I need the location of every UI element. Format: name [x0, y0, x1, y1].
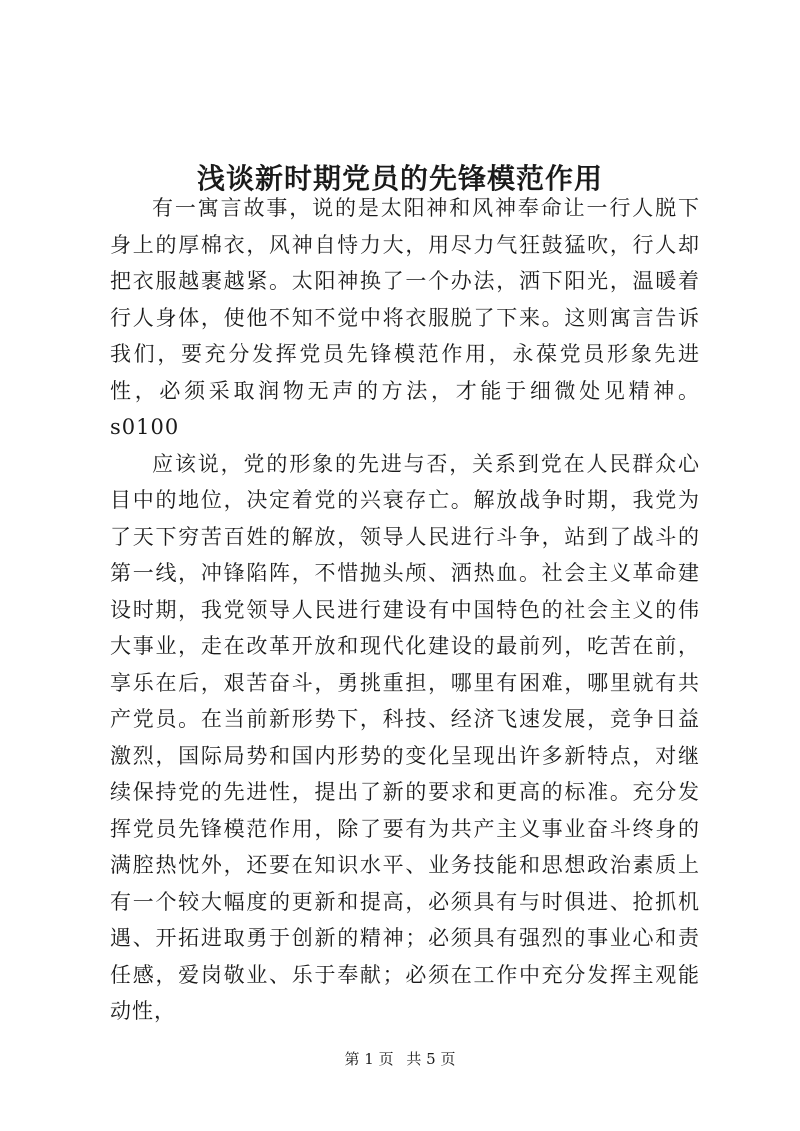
total-pages: 共 5 页 — [406, 1050, 456, 1068]
page-footer — [0, 1049, 800, 1069]
document-body — [110, 190, 700, 1030]
paragraph-1: 有一寓言故事，说的是太阳神和风神奉命让一行人脱下身上的厚棉衣，风神自恃力大，用尽力气狂鼓猛吹，行人却把衣服越裹越紧。太阳神换了一个办法，洒下阳光，温暖着行人身体，使他不知不觉中将衣服脱了下来。这则寓言告诉我们，要充分发挥党员先锋模范作用，永葆党员形象先进性，必须采取润物无声的方法，才能于细微处见精神。s0100 — [110, 196, 700, 439]
paragraph-2: 应该说，党的形象的先进与否，关系到党在人民群众心目中的地位，决定着党的兴衰存亡。解放战争时期，我党为了天下穷苦百姓的解放，领导人民进行斗争，站到了战斗的第一线，冲锋陷阵，不惜抛头颅、洒热血。社会主义革命建设时期，我党领导人民进行建设有中国特色的社会主义的伟大事业，走在改革开放和现代化建设的最前列，吃苦在前，享乐在后，艰苦奋斗，勇挑重担，哪里有困难，哪里就有共产党员。在当前新形势下，科技、经济飞速发展，竞争日益激烈，国际局势和国内形势的变化呈现出许多新特点，对继续保持党的先进性，提出了新的要求和更高的标准。充分发挥党员先锋模范作用，除了要有为共产主义事业奋斗终身的满腔热忱外，还要在知识水平、业务技能和思想政治素质上有一个较大幅度的更新和提高，必须具有与时俱进、抢抓机遇、开拓进取勇于创新的精神；必须具有强烈的事业心和责任感，爱岗敬业、乐于奉献；必须在工作中充分发挥主观能动性， — [110, 451, 700, 1023]
page-number: 第 1 页 — [344, 1050, 394, 1068]
document-title: 浅谈新时期党员的先锋模范作用 — [196, 161, 603, 195]
